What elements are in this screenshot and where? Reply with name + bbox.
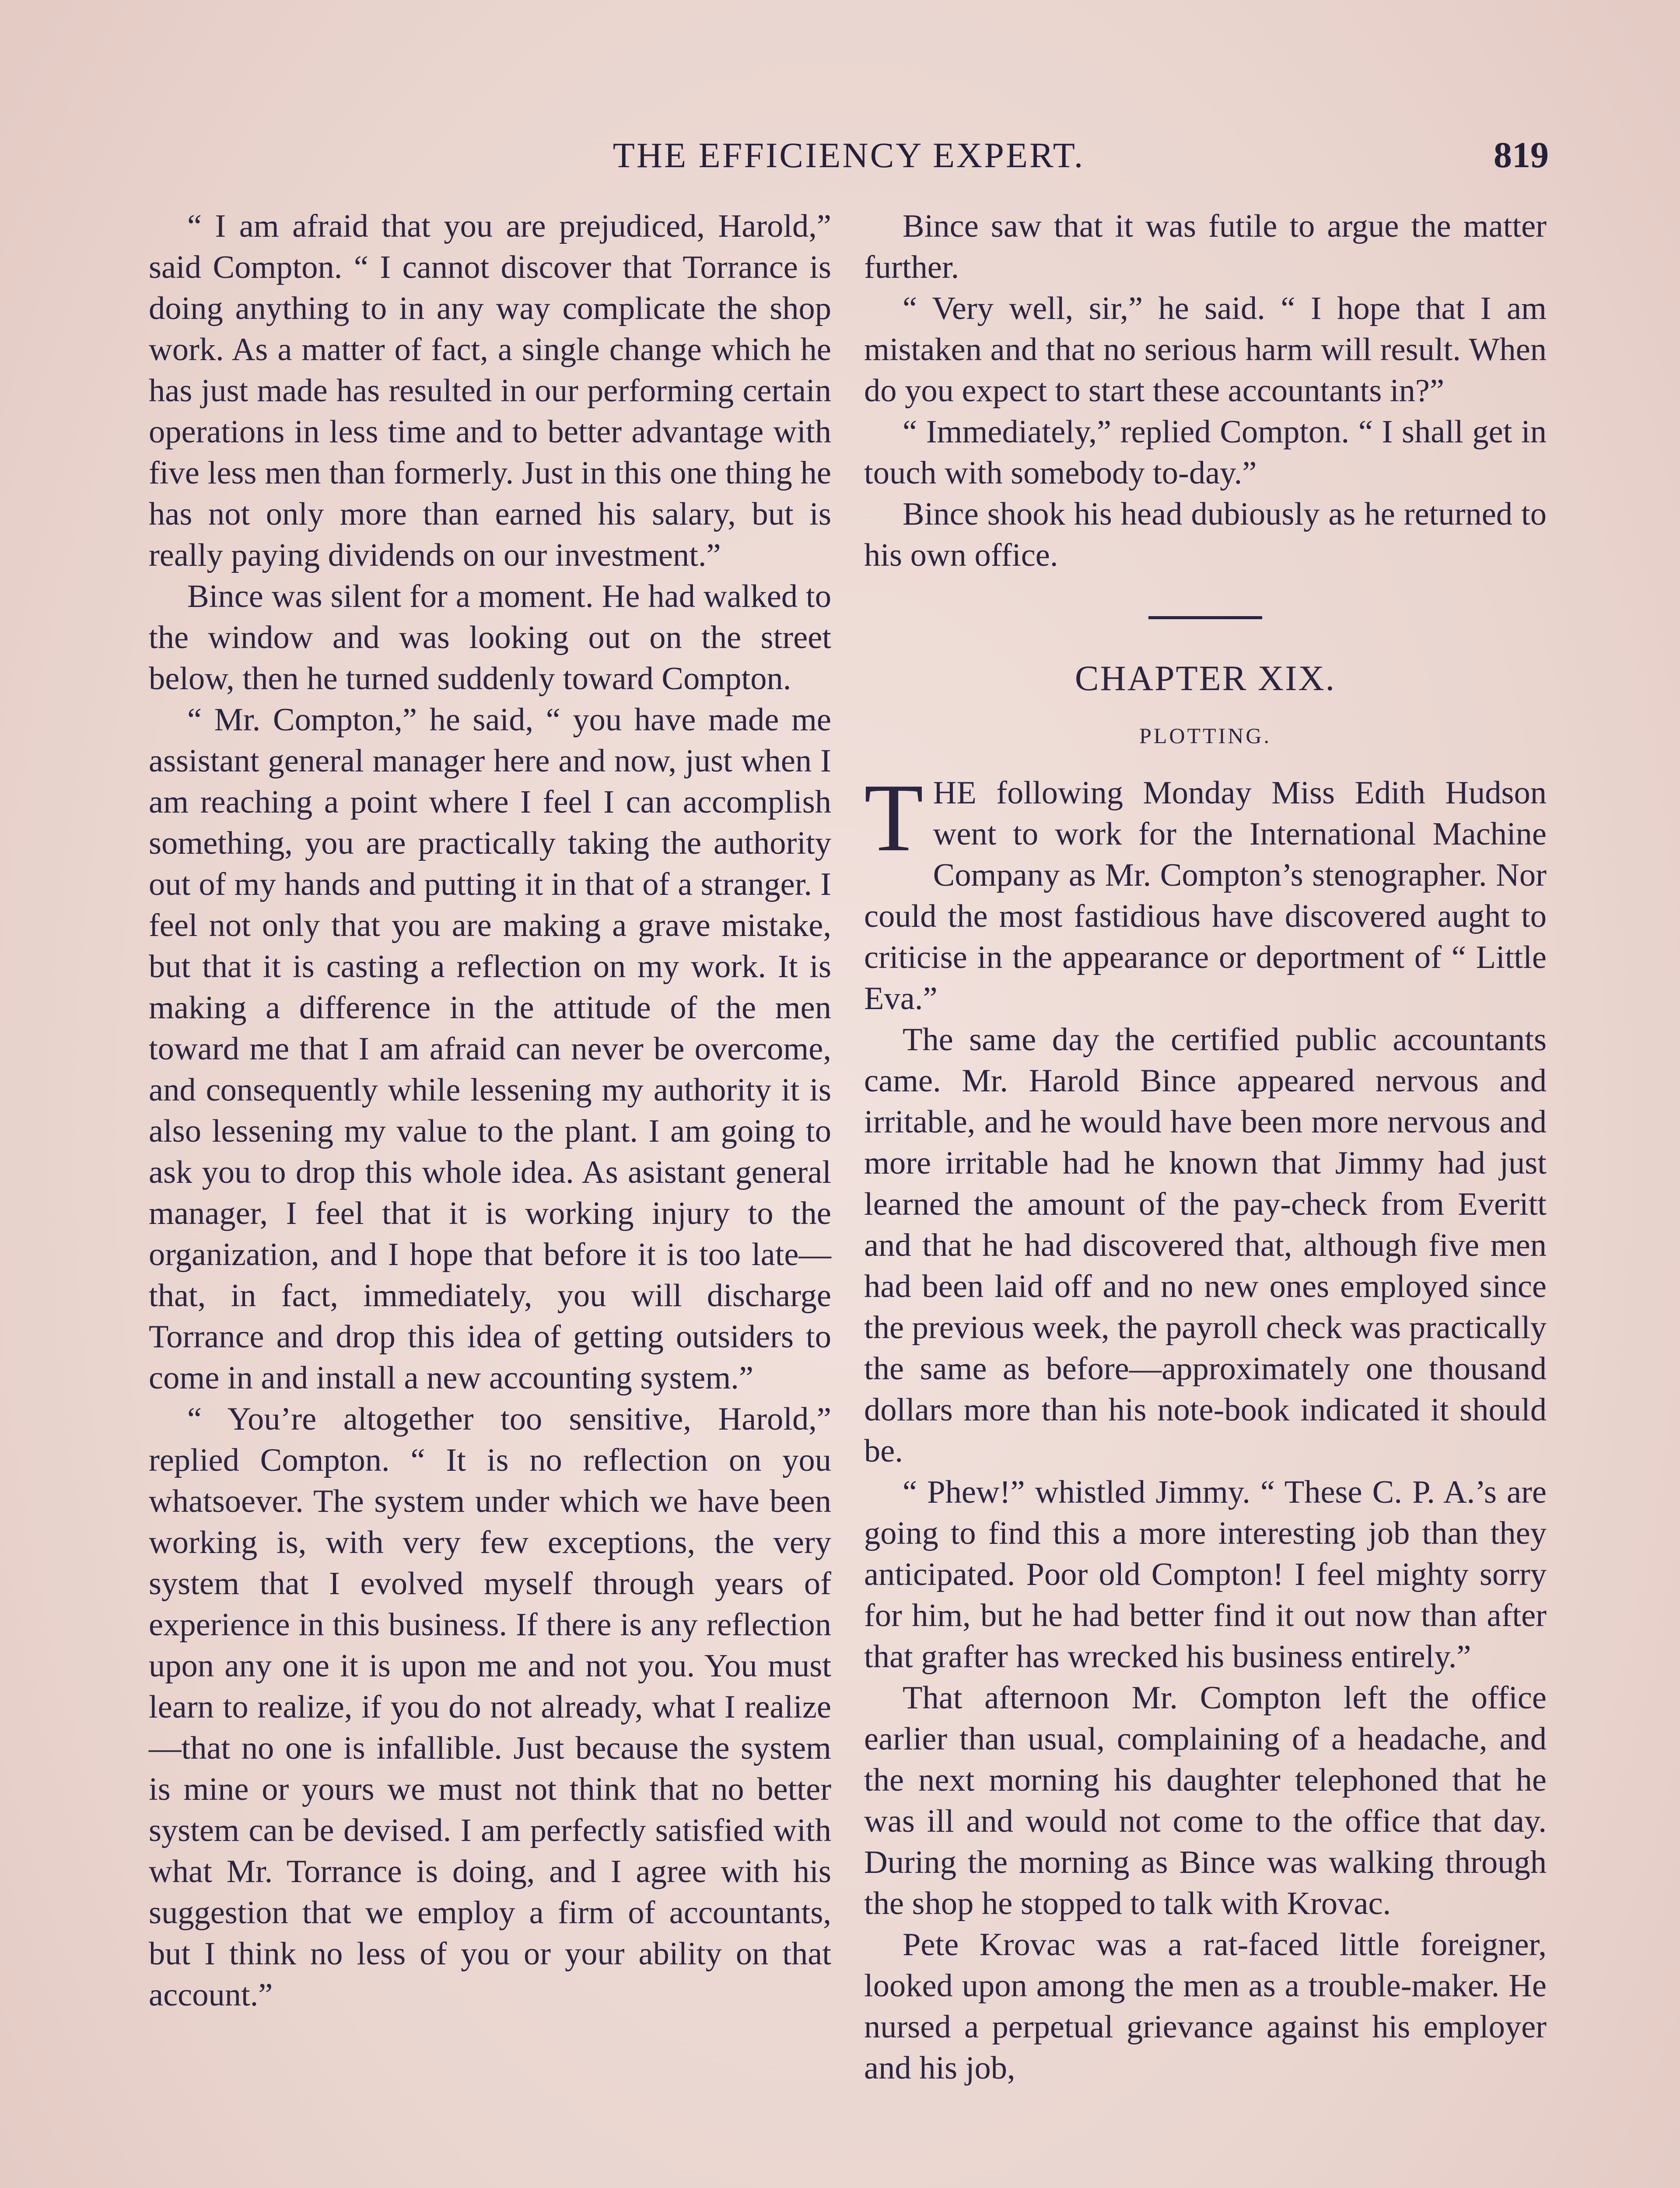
paragraph: Bince shook his head dubiously as he returned to his own office. xyxy=(864,496,1547,573)
chapter-subtitle: PLOTTING. xyxy=(1139,723,1271,748)
running-head xyxy=(149,131,1549,179)
paragraph: That afternoon Mr. Compton left the office earlier than usual, complaining of a headache, and the next morning his daughter telephoned that he was ill and would not come to the office that day. During the morning as Bince was walking through the shop he stopped to talk with Krovac. xyxy=(864,1680,1547,1922)
paragraph: “ I am afraid that you are prejudiced, Harold,” said Compton. “ I cannot discover that Torrance is doing anything to in any way complicate the shop work. As a matter of fact, a single change which he has just made has resulted in our performing certain operations in less time and to better advantage with five less men than formerly. Just in this one thing he has not only more than earned his salary, but is really paying dividends on our investment.” xyxy=(149,208,831,573)
paragraph: The same day the certified public accountants came. Mr. Harold Bince appeared nervous and irritable, and he would have been more nervous and more irritable had he known that Jimmy had just learned the amount of the pay-check from Everitt and that he had discovered that, although five men had been laid off and no new ones employed since the previous week, the payroll check was practically the same as before—approximately one thousand dollars more than his note-book indicated it should be. xyxy=(864,1022,1547,1469)
paragraph: “ You’re altogether too sensitive, Harold,” replied Compton. “ It is no reflection on you whatsoever. The system under which we have been working is, with very few exceptions, the very system that I evolved myself through years of experience in this business. If there is any reflection upon any one it is upon me and not you. You must learn to realize, if you do not already, what I realize—that no one is infallible. Just because the system is mine or yours we must not think that no better system can be devised. I am perfectly satisfied with what Mr. Torrance is doing, and I agree with his suggestion that we employ a firm of accountants, but I think no less of you or your ability on that account.” xyxy=(149,1401,831,2013)
paragraph: “ Very well, sir,” he said. “ I hope that I am mistaken and that no serious harm will result. When do you expect to start these accountants in?” xyxy=(864,291,1547,409)
left-column xyxy=(149,206,831,2016)
paragraph: Pete Krovac was a rat-faced little foreigner, looked upon among the men as a trouble-maker. He nursed a perpetual grievance against his employer and his job, xyxy=(864,1927,1547,2086)
paragraph: “ Mr. Compton,” he said, “ you have made me assistant general manager here and now, just when I am reaching a point where I feel I can accomplish something, you are practically taking the authority out of my hands and putting it in that of a stranger. I feel not only that you are making a grave mistake, but that it is casting a reflection on my work. It is making a difference in the attitude of the men toward me that I am afraid can never be overcome, and consequently while lessening my authority it is also lessening my value to the plant. I am going to ask you to drop this whole idea. As asistant general manager, I feel that it is working injury to the organization, and I hope that before it is too late—that, in fact, immediately, you will discharge Torrance and drop this idea of getting outsiders to come in and install a new accounting system.” xyxy=(149,702,831,1396)
drop-cap: T xyxy=(864,764,924,872)
paragraph: “ Immediately,” replied Compton. “ I shall get in touch with somebody to-day.” xyxy=(864,414,1547,491)
chapter-opening-paragraph xyxy=(864,764,1547,1019)
paragraph: “ Phew!” whistled Jimmy. “ These C. P. A.’s are going to find this a more interesting job than they anticipated. Poor old Compton! I feel mighty sorry for him, but he had better find it out now than after that grafter has wrecked his business entirely.” xyxy=(864,1474,1547,1675)
chapter-title: CHAPTER XIX. xyxy=(1074,658,1336,698)
paragraph: Bince was silent for a moment. He had walked to the window and was looking out on the street below, then he turned suddenly toward Compton. xyxy=(149,579,831,697)
paragraph: Bince saw that it was futile to argue the matter further. xyxy=(864,208,1547,285)
section-divider xyxy=(1148,616,1262,619)
page-number: 819 xyxy=(1494,135,1549,175)
opening-paragraph-text: HE following Monday Miss Edith Hudson went to work for the International Machine Company as Mr. Compton’s stenographer. Nor could the most fastidious have discovered aught to criticise in the appearance or deportment of “ Little Eva.” xyxy=(864,775,1547,1017)
running-title: THE EFFICIENCY EXPERT. xyxy=(612,135,1085,175)
right-column xyxy=(864,206,1547,2089)
